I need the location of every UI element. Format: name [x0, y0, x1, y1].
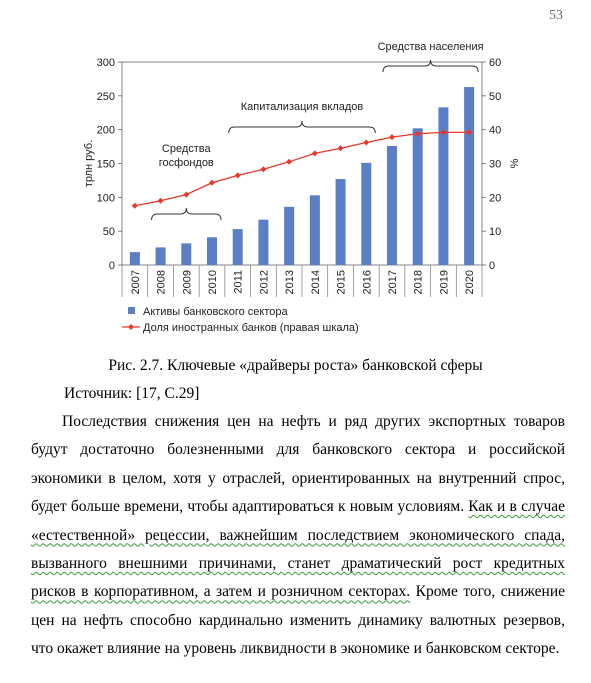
bar	[464, 87, 474, 265]
x-tick-label: 2011	[232, 270, 245, 294]
x-tick-label: 2020	[464, 270, 477, 295]
y-axis-label: трлн руб.	[83, 139, 95, 188]
x-tick-label: 2019	[438, 270, 451, 295]
bar	[413, 128, 423, 265]
x-tick-label: 2008	[155, 270, 168, 295]
line-point	[260, 166, 266, 172]
line-point	[209, 180, 215, 186]
y-tick-label: 0	[108, 260, 115, 272]
bar	[156, 247, 166, 265]
bar	[130, 252, 140, 265]
annotation-label: госфондов	[158, 157, 214, 169]
bar	[310, 195, 320, 265]
line-point	[312, 150, 318, 156]
bar	[336, 179, 346, 265]
x-tick-label: 2007	[129, 270, 142, 295]
y2-tick-label: 0	[489, 260, 496, 272]
line-point	[338, 145, 344, 151]
bar	[258, 220, 268, 265]
line-point	[389, 134, 395, 140]
annotation-label: Средства населения	[377, 41, 484, 53]
legend-bar-label: Активы банковского сектора	[143, 306, 288, 318]
legend-line-label: Доля иностранных банков (правая шкала)	[143, 322, 359, 334]
y-tick-label: 250	[96, 90, 115, 103]
line-point	[183, 192, 189, 198]
x-tick-label: 2012	[258, 270, 271, 295]
x-tick-label: 2013	[284, 270, 297, 295]
page-number: 53	[549, 8, 563, 23]
annotation-brace	[152, 208, 221, 220]
figure-source: Источник: [17, С.29]	[64, 385, 200, 402]
y2-tick-label: 50	[489, 90, 502, 103]
line-point	[286, 159, 292, 165]
legend-bar-swatch	[128, 307, 135, 314]
annotation-label: Капитализация вкладов	[240, 101, 364, 113]
bar	[387, 146, 397, 265]
annotation-brace	[229, 121, 376, 133]
y2-tick-label: 40	[489, 124, 502, 137]
body-paragraph	[31, 408, 565, 664]
x-tick-label: 2016	[361, 270, 374, 295]
y2-tick-label: 10	[489, 226, 502, 239]
bar	[181, 243, 191, 265]
bar	[207, 237, 217, 265]
line-point	[235, 172, 241, 178]
bar	[233, 229, 243, 265]
line-point	[363, 140, 369, 146]
x-tick-label: 2018	[412, 270, 425, 295]
paragraph-part-1: Последствия снижения цен на нефть и ряд других экспортных товаров будут достаточно болезненными для банковского сектора и российской экономики в целом, хотя у отраслей, ориентированных на внутренний спрос, будет больше времени, чтобы адаптироваться к новым условиям.	[31, 413, 565, 516]
bar	[361, 163, 371, 265]
x-tick-label: 2017	[387, 270, 399, 295]
paragraph-part-3: Кроме того, снижение цен на нефть способно кардинально изменить динамику валютных резервов, что окажет влияние на уровень ликвидности в экономике и банковском секторе.	[31, 583, 565, 658]
y-tick-label: 200	[96, 124, 115, 137]
y-tick-label: 50	[102, 226, 115, 239]
x-tick-label: 2010	[207, 270, 219, 295]
line-point	[132, 203, 138, 209]
y-tick-label: 150	[96, 158, 115, 171]
y-tick-label: 300	[96, 57, 115, 69]
y-tick-label: 100	[96, 192, 115, 205]
paragraph-part-2-spellcheck: Как и в случае «естественной» рецессии, важнейшим последствием экономического спада, вызванного внешними причинами, станет драматический рост кредитных рисков в корпоративном, а затем и розничном секторах.	[31, 498, 565, 601]
figure-caption: Рис. 2.7. Ключевые «драйверы роста» банковской сферы	[108, 357, 483, 374]
annotation-label: Средства	[161, 143, 211, 155]
y2-tick-label: 20	[489, 192, 502, 205]
bar	[284, 207, 294, 265]
y2-tick-label: 30	[489, 158, 502, 171]
x-tick-label: 2015	[335, 270, 348, 295]
x-tick-label: 2009	[181, 270, 194, 295]
line-point	[158, 198, 164, 204]
y2-tick-label: 60	[489, 57, 502, 69]
y2-axis-label: %	[509, 158, 521, 169]
legend-line-marker	[128, 324, 134, 330]
x-tick-label: 2014	[309, 270, 322, 295]
